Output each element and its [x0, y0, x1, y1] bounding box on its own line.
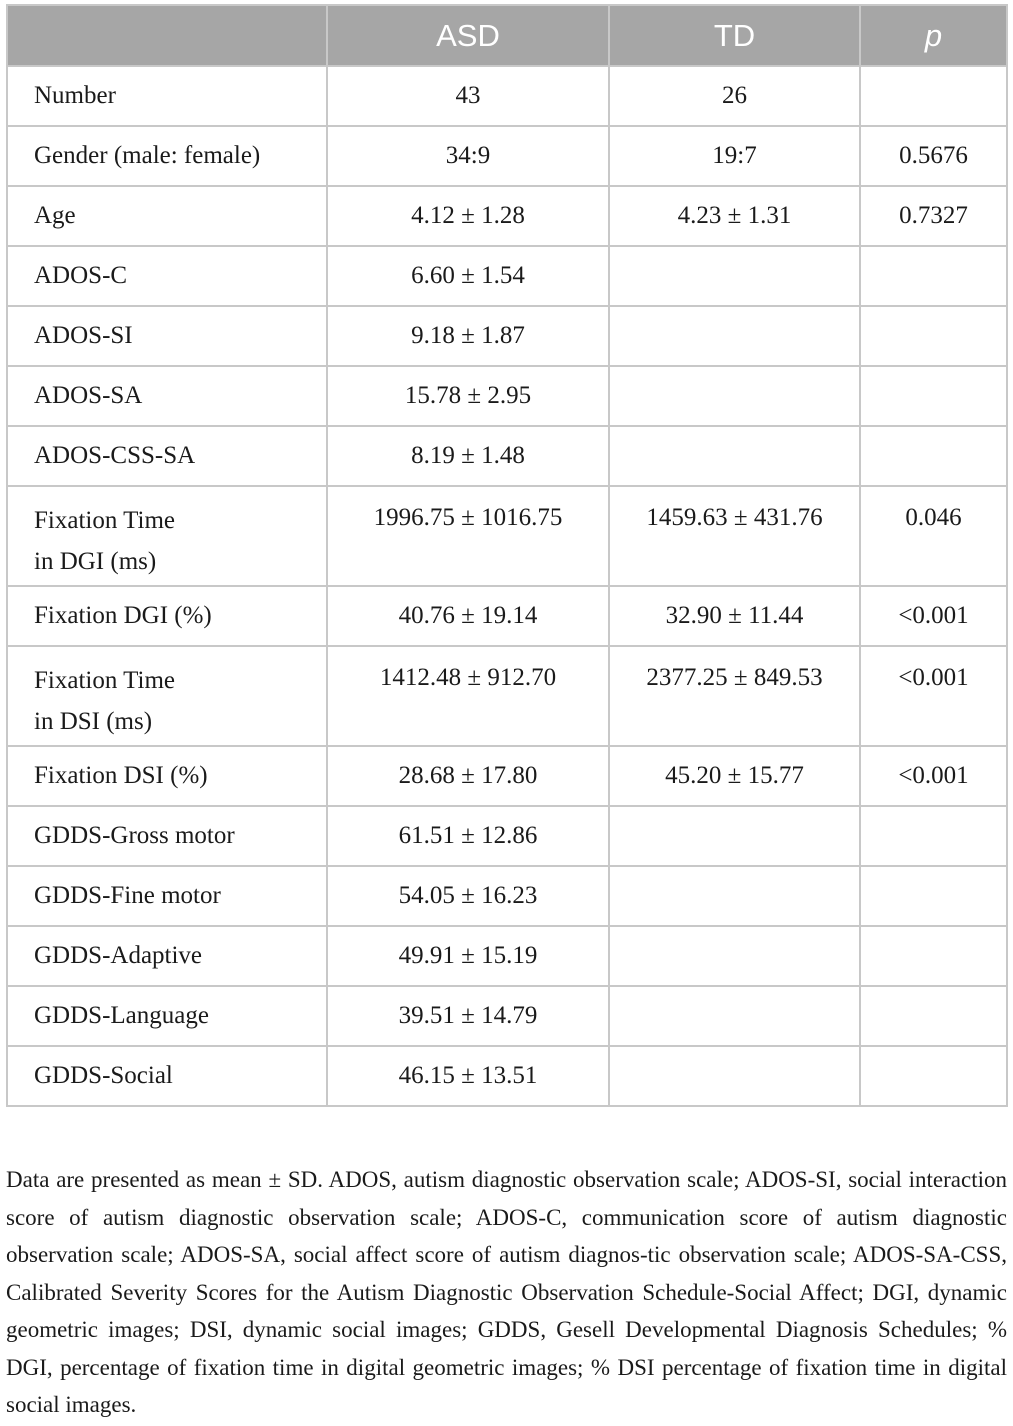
cell-asd: 1996.75 ± 1016.75: [327, 486, 609, 586]
row-label: [7, 806, 327, 866]
table-row: [7, 246, 1007, 306]
cell-td: [609, 926, 860, 986]
table-row: [7, 66, 1007, 126]
cell-td: 4.23 ± 1.31: [609, 186, 860, 246]
table-row: [7, 186, 1007, 246]
table-row: [7, 926, 1007, 986]
cell-asd: 4.12 ± 1.28: [327, 186, 609, 246]
cell-p: [860, 866, 1007, 926]
cell-p: <0.001: [860, 586, 1007, 646]
row-label-line: Fixation Time: [34, 667, 176, 694]
table-body: [7, 66, 1007, 1106]
cell-p: [860, 1046, 1007, 1106]
cell-asd: 9.18 ± 1.87: [327, 306, 609, 366]
row-label-line: ADOS-CSS-SA: [34, 442, 196, 469]
row-label: [7, 426, 327, 486]
cell-td: [609, 806, 860, 866]
cell-p: 0.7327: [860, 186, 1007, 246]
cell-td: [609, 426, 860, 486]
row-label-line: GDDS-Gross motor: [34, 822, 235, 849]
row-label-line: GDDS-Social: [34, 1062, 173, 1089]
row-label-line: Age: [34, 202, 76, 229]
row-label: [7, 66, 327, 126]
cell-p: [860, 246, 1007, 306]
data-table: [6, 4, 1008, 1107]
cell-asd: 1412.48 ± 912.70: [327, 646, 609, 746]
cell-asd: 54.05 ± 16.23: [327, 866, 609, 926]
row-label: [7, 126, 327, 186]
row-label-line: Fixation DGI (%): [34, 602, 212, 629]
table-row: [7, 986, 1007, 1046]
cell-asd: 43: [327, 66, 609, 126]
cell-td: 26: [609, 66, 860, 126]
row-label: [7, 586, 327, 646]
cell-asd: 6.60 ± 1.54: [327, 246, 609, 306]
header-asd: ASD: [327, 5, 609, 66]
cell-asd: 28.68 ± 17.80: [327, 746, 609, 806]
header-p: p: [860, 5, 1007, 66]
row-label-line: GDDS-Adaptive: [34, 942, 203, 969]
row-label-line: ADOS-C: [34, 262, 128, 289]
cell-p: [860, 66, 1007, 126]
data-table-container: [6, 4, 1006, 1107]
cell-p: 0.5676: [860, 126, 1007, 186]
cell-asd: 46.15 ± 13.51: [327, 1046, 609, 1106]
table-row: [7, 426, 1007, 486]
row-label: [7, 926, 327, 986]
table-row: [7, 486, 1007, 586]
table-row: [7, 126, 1007, 186]
cell-p: [860, 426, 1007, 486]
row-label-line: in DSI (ms): [34, 708, 153, 735]
cell-p: [860, 366, 1007, 426]
row-label: [7, 986, 327, 1046]
cell-p: <0.001: [860, 746, 1007, 806]
row-label-line: Fixation Time: [34, 507, 176, 534]
row-label: [7, 186, 327, 246]
cell-td: [609, 306, 860, 366]
table-header-row: [7, 5, 1007, 66]
cell-p: 0.046: [860, 486, 1007, 586]
row-label-line: GDDS-Fine motor: [34, 882, 221, 909]
table-row: [7, 866, 1007, 926]
cell-td: 45.20 ± 15.77: [609, 746, 860, 806]
cell-td: [609, 986, 860, 1046]
row-label: [7, 746, 327, 806]
header-label-column: [7, 5, 327, 66]
cell-p: [860, 926, 1007, 986]
cell-p: <0.001: [860, 646, 1007, 746]
cell-td: 32.90 ± 11.44: [609, 586, 860, 646]
row-label-line: in DGI (ms): [34, 548, 157, 575]
cell-td: 19:7: [609, 126, 860, 186]
row-label-line: Gender (male: female): [34, 142, 261, 169]
row-label: [7, 246, 327, 306]
table-row: [7, 646, 1007, 746]
cell-p: [860, 986, 1007, 1046]
cell-asd: 39.51 ± 14.79: [327, 986, 609, 1046]
cell-asd: 15.78 ± 2.95: [327, 366, 609, 426]
table-footnote: Data are presented as mean ± SD. ADOS, autism diagnostic observation scale; ADOS-SI, social interaction score of autism diagnostic observation scale; ADOS-C, communication score of autism diagnostic observation scale; ADOS-SA, social affect score of autism diagnos-tic observation scale; ADOS-SA-CSS, Calibrated Severity Scores for the Autism Diagnostic Observation Schedule-Social Affect; DGI, dynamic geometric images; DSI, dynamic social images; GDDS, Gesell Developmental Diagnosis Schedules; % DGI, percentage of fixation time in digital geometric images; % DSI percentage of fixation time in digital social images.: [6, 1167, 1007, 1417]
cell-asd: 61.51 ± 12.86: [327, 806, 609, 866]
header-td: TD: [609, 5, 860, 66]
row-label: [7, 1046, 327, 1106]
row-label-line: ADOS-SA: [34, 382, 143, 409]
row-label: [7, 866, 327, 926]
row-label: [7, 306, 327, 366]
table-row: [7, 746, 1007, 806]
cell-asd: 34:9: [327, 126, 609, 186]
row-label-line: Fixation DSI (%): [34, 762, 208, 789]
row-label-line: ADOS-SI: [34, 322, 133, 349]
table-row: [7, 586, 1007, 646]
row-label: [7, 366, 327, 426]
cell-asd: 49.91 ± 15.19: [327, 926, 609, 986]
cell-td: 2377.25 ± 849.53: [609, 646, 860, 746]
row-label-line: Number: [34, 82, 116, 109]
cell-td: [609, 1046, 860, 1106]
table-row: [7, 806, 1007, 866]
table-row: [7, 366, 1007, 426]
cell-td: [609, 366, 860, 426]
row-label-line: GDDS-Language: [34, 1002, 209, 1029]
cell-asd: 8.19 ± 1.48: [327, 426, 609, 486]
cell-td: [609, 866, 860, 926]
cell-td: 1459.63 ± 431.76: [609, 486, 860, 586]
table-row: [7, 1046, 1007, 1106]
cell-p: [860, 306, 1007, 366]
cell-p: [860, 806, 1007, 866]
row-label: [7, 646, 327, 746]
cell-td: [609, 246, 860, 306]
row-label: [7, 486, 327, 586]
cell-asd: 40.76 ± 19.14: [327, 586, 609, 646]
table-row: [7, 306, 1007, 366]
